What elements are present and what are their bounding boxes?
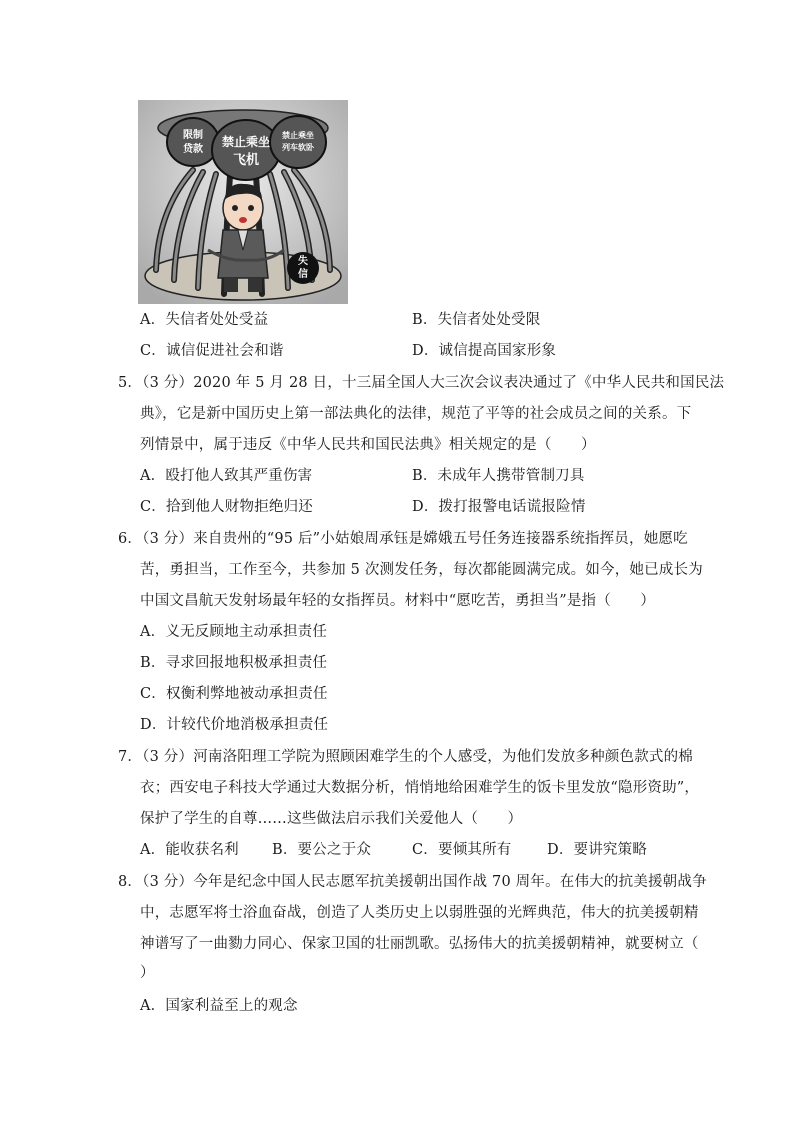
svg-text:贷款: 贷款 xyxy=(183,144,203,155)
hat-label-plane: 禁止乘坐 xyxy=(221,135,271,149)
q6-stem-line1: 6．（3 分）来自贵州的“95 后”小姑娘周承钰是嫦娥五号任务连接器系统指挥员，她愿吃 xyxy=(118,531,688,547)
q7-stem-line1: 7．（3 分）河南洛阳理工学院为照顾困难学生的个人感受，为他们发放多种颜色款式的棉 xyxy=(118,749,694,765)
cartoon-drawing xyxy=(138,100,348,304)
q8-stem-line1: 8．（3 分）今年是纪念中国人民志愿军抗美援朝出国作战 70 周年。在伟大的抗美援朝战争 xyxy=(118,874,707,890)
q5-option-a: A．殴打他人致其严重伤害 xyxy=(140,468,313,484)
q7-stem-line3: 保护了学生的自尊……这些做法启示我们关爱他人（ ） xyxy=(140,811,523,827)
q6-option-a: A．义无反顾地主动承担责任 xyxy=(140,624,328,640)
q6-stem-line2: 苦，勇担当，工作至今，共参加 5 次测发任务，每次都能圆满完成。如今，她已成长为 xyxy=(140,562,703,578)
q5-option-b: B．未成年人携带管制刀具 xyxy=(412,468,585,484)
q4-option-a: A．失信者处处受益 xyxy=(140,312,269,328)
q4-option-d: D．诚信提高国家形象 xyxy=(412,343,557,359)
q8-stem-line4: ） xyxy=(140,965,155,981)
q8-stem-line2: 中，志愿军将士浴血奋战，创造了人类历史上以弱胜强的光辉典范，伟大的抗美援朝精 xyxy=(140,905,699,921)
q4-option-b: B．失信者处处受限 xyxy=(412,312,541,328)
q6-stem-line3: 中国文昌航天发射场最年轻的女指挥员。材料中“愿吃苦，勇担当”是指（ ） xyxy=(140,593,656,609)
q5-option-c: C．拾到他人财物拒绝归还 xyxy=(140,499,313,515)
q6-option-d: D．计较代价地消极承担责任 xyxy=(140,717,329,733)
q7-option-d: D．要讲究策略 xyxy=(547,842,648,858)
q5-stem-line3: 列情景中，属于违反《中华人民共和国民法典》相关规定的是（ ） xyxy=(140,437,596,453)
svg-text:列车软卧: 列车软卧 xyxy=(282,143,314,152)
q7-stem-line2: 衣；西安电子科技大学通过大数据分析，悄悄地给困难学生的饭卡里发放“隐形资助”， xyxy=(140,780,700,796)
q6-option-c: C．权衡利弊地被动承担责任 xyxy=(140,686,328,702)
hat-label-train: 禁止乘坐 xyxy=(282,131,314,140)
q5-option-d: D．拨打报警电话谎报险情 xyxy=(412,499,586,515)
hat-label-loan: 限制 xyxy=(183,130,203,141)
q5-stem-line1: 5．（3 分）2020 年 5 月 28 日，十三届全国人大三次会议表决通过了《中华人民共和国民法 xyxy=(118,375,725,391)
q7-option-b: B．要公之于众 xyxy=(272,842,372,858)
q6-option-b: B．寻求回报地积极承担责任 xyxy=(140,655,328,671)
q7-option-c: C．要倾其所有 xyxy=(412,842,512,858)
svg-text:信: 信 xyxy=(298,269,308,280)
svg-text:失: 失 xyxy=(298,256,308,267)
q7-option-a: A．能收获名利 xyxy=(140,842,239,858)
cartoon-illustration xyxy=(138,100,348,304)
q4-option-c: C．诚信促进社会和谐 xyxy=(140,343,284,359)
q8-option-a: A．国家利益至上的观念 xyxy=(140,998,298,1014)
q8-stem-line3: 神谱写了一曲勠力同心、保家卫国的壮丽凯歌。弘扬伟大的抗美援朝精神，就要树立（ xyxy=(140,936,699,952)
q5-stem-line2: 典》，它是新中国历史上第一部法典化的法律，规范了平等的社会成员之间的关系。下 xyxy=(140,406,692,422)
svg-text:飞机: 飞机 xyxy=(232,153,260,168)
